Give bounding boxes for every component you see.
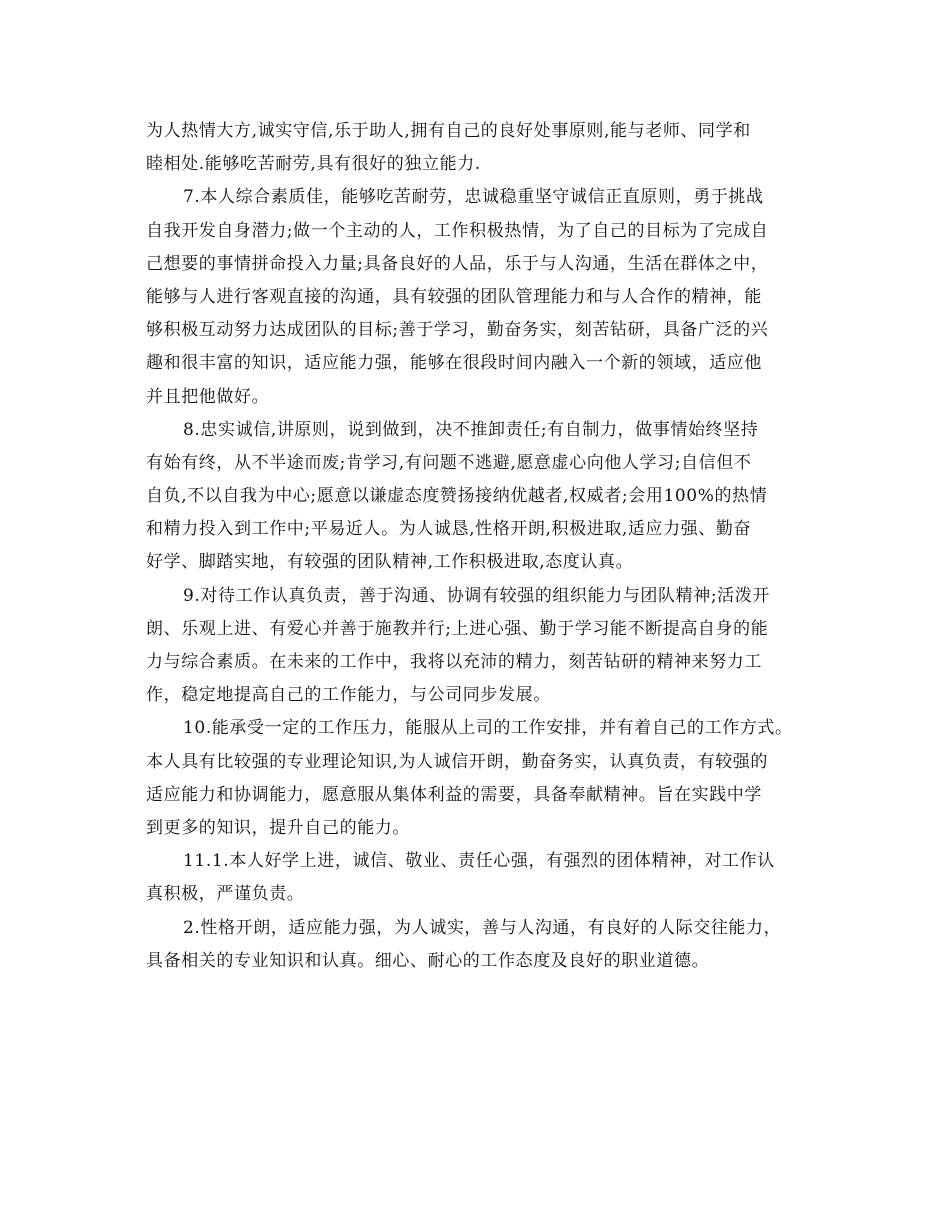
text-line: 2.性格开朗，适应能力强，为人诚实，善与人沟通，有良好的人际交往能力， xyxy=(183,917,782,938)
text-line: 好学、脚踏实地，有较强的团队精神,工作积极进取,态度认真。 xyxy=(146,552,634,573)
text-line: 7.本人综合素质佳，能够吃苦耐劳，忠诚稳重坚守诚信正直原则，勇于挑战 xyxy=(183,187,764,208)
text-line: 自我开发自身潜力;做一个主动的人，工作积极热情，为了自己的目标为了完成自 xyxy=(146,220,769,241)
text-line: 8.忠实诚信,讲原则，说到做到，决不推卸责任;有自制力，做事情始终坚持 xyxy=(183,419,759,440)
text-line: 力与综合素质。在未来的工作中，我将以充沛的精力，刻苦钻研的精神来努力工 xyxy=(146,652,762,672)
text-line: 到更多的知识，提升自己的能力。 xyxy=(146,817,410,838)
text-line: 有始有终，从不半途而废;肯学习,有问题不逃避,愿意虚心向他人学习;自信但不 xyxy=(146,452,752,473)
text-line: 11.1.本人好学上进，诚信、敬业、责任心强，有强烈的团体精神，对工作认 xyxy=(183,851,775,872)
document-body xyxy=(146,115,816,978)
text-line: 为人热情大方,诚实守信,乐于助人,拥有自己的良好处事原则,能与老师、同学和 xyxy=(146,121,751,141)
text-line: 能够与人进行客观直接的沟通，具有较强的团队管理能力和与人合作的精神，能 xyxy=(146,286,762,307)
text-line: 10.能承受一定的工作压力，能服从上司的工作安排，并有着自己的工作方式。 xyxy=(183,718,793,739)
text-line: 作，稳定地提高自己的工作能力，与公司同步发展。 xyxy=(146,685,551,706)
text-line: 朗、乐观上进、有爱心并善于施教并行;上进心强、勤于学习能不断提高自身的能 xyxy=(146,618,769,639)
text-line: 并且把他做好。 xyxy=(146,386,270,407)
text-line: 己想要的事情拼命投入力量;具备良好的人品，乐于与人沟通，生活在群体之中， xyxy=(146,253,769,274)
text-line: 适应能力和协调能力，愿意服从集体利益的需要，具备奉献精神。旨在实践中学 xyxy=(146,784,762,805)
text-line: 本人具有比较强的专业理论知识,为人诚信开朗，勤奋务实，认真负责，有较强的 xyxy=(146,751,769,772)
text-line: 和精力投入到工作中;平易近人。为人诚恳,性格开朗,积极进取,适应力强、勤奋 xyxy=(146,519,752,540)
text-line: 具备相关的专业知识和认真。细心、耐心的工作态度及良好的职业道德。 xyxy=(146,950,710,971)
text-line: 趣和很丰富的知识，适应能力强，能够在很段时间内融入一个新的领域，适应他 xyxy=(146,353,762,374)
text-line: 够积极互动努力达成团队的目标;善于学习，勤奋务实，刻苦钻研，具备广泛的兴 xyxy=(146,320,769,341)
text-line: 9.对待工作认真负责，善于沟通、协调有较强的组织能力与团队精神;活泼开 xyxy=(183,585,770,606)
text-line: 真积极，严谨负责。 xyxy=(146,884,305,905)
text-line: 睦相处.能够吃苦耐劳,具有很好的独立能力. xyxy=(146,154,481,175)
text-line: 自负,不以自我为中心;愿意以谦虚态度赞扬接纳优越者,权威者;会用100%的热情 xyxy=(146,486,768,507)
